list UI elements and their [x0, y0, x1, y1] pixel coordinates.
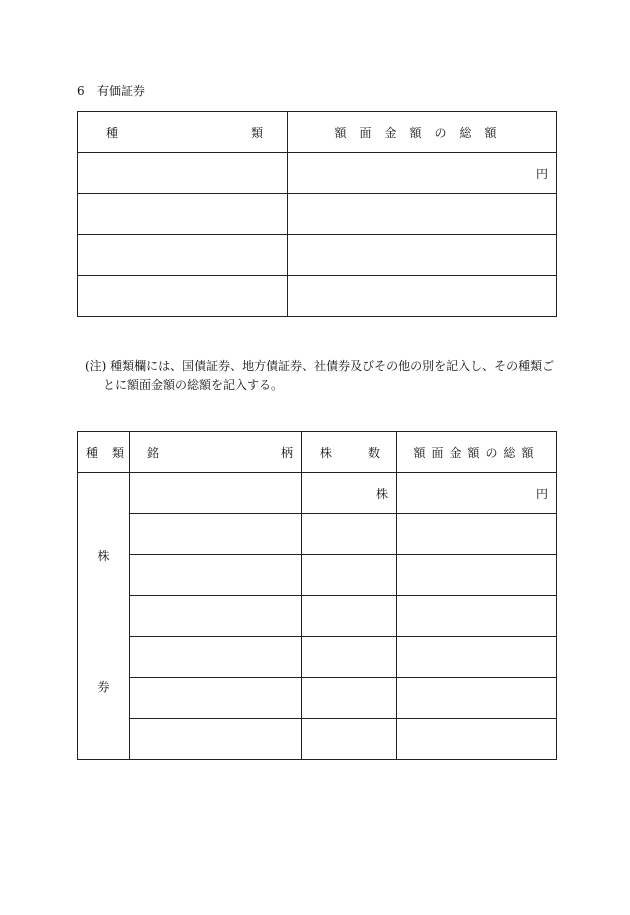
table-row — [78, 719, 557, 760]
amount-cell[interactable] — [397, 555, 557, 596]
table-row — [78, 678, 557, 719]
header-type — [78, 432, 130, 473]
section-number: 6 — [77, 84, 85, 98]
quantity-cell[interactable] — [302, 637, 397, 678]
table-row — [78, 596, 557, 637]
amount-cell[interactable] — [397, 678, 557, 719]
header-quantity — [302, 432, 397, 473]
table-header-row — [78, 112, 557, 153]
header-amount: 額面金額の総額 — [288, 112, 557, 153]
header-type-left: 種 — [86, 445, 99, 460]
quantity-cell[interactable]: 株 — [302, 473, 397, 514]
type-cell[interactable] — [78, 276, 288, 317]
stock-category-cell — [78, 473, 130, 760]
header-amount: 額面金額の総額 — [397, 432, 557, 473]
amount-cell[interactable] — [288, 194, 557, 235]
brand-cell[interactable] — [130, 596, 302, 637]
header-brand-left: 銘 — [147, 445, 160, 460]
quantity-cell[interactable] — [302, 555, 397, 596]
table-header-row — [78, 432, 557, 473]
amount-cell[interactable] — [397, 637, 557, 678]
quantity-cell[interactable] — [302, 678, 397, 719]
brand-cell[interactable] — [130, 514, 302, 555]
type-cell[interactable] — [78, 153, 288, 194]
amount-cell[interactable] — [397, 514, 557, 555]
table-row — [78, 555, 557, 596]
amount-cell[interactable]: 円 — [397, 473, 557, 514]
section-heading — [77, 84, 145, 98]
section-title: 有価証券 — [97, 84, 146, 98]
header-type-right: 類 — [111, 445, 124, 460]
stock-category-top: 株 — [97, 549, 110, 563]
amount-cell[interactable] — [288, 276, 557, 317]
amount-cell[interactable] — [397, 596, 557, 637]
header-brand — [130, 432, 302, 473]
table-row — [78, 276, 557, 317]
note-line-1: (注) 種類欄には、国債証券、地方債証券、社債券及びその他の別を記入し、その種類ご — [85, 359, 555, 373]
header-quantity-left: 株 — [320, 445, 333, 460]
note — [85, 357, 565, 395]
stock-table — [77, 431, 557, 760]
quantity-cell[interactable] — [302, 596, 397, 637]
table-row — [78, 473, 557, 514]
brand-cell[interactable] — [130, 473, 302, 514]
brand-cell[interactable] — [130, 678, 302, 719]
amount-cell[interactable] — [397, 719, 557, 760]
quantity-cell[interactable] — [302, 719, 397, 760]
header-type-left: 種 — [106, 125, 119, 140]
quantity-cell[interactable] — [302, 514, 397, 555]
brand-cell[interactable] — [130, 555, 302, 596]
amount-cell[interactable] — [288, 235, 557, 276]
note-line-2: とに額面金額の総額を記入する。 — [103, 378, 284, 392]
header-type — [78, 112, 288, 153]
brand-cell[interactable] — [130, 637, 302, 678]
type-cell[interactable] — [78, 235, 288, 276]
type-cell[interactable] — [78, 194, 288, 235]
header-brand-right: 柄 — [280, 445, 293, 460]
table-row — [78, 637, 557, 678]
table-row — [78, 194, 557, 235]
table-row — [78, 514, 557, 555]
table-row — [78, 235, 557, 276]
securities-summary-table — [77, 111, 557, 317]
header-type-right: 類 — [250, 125, 263, 140]
brand-cell[interactable] — [130, 719, 302, 760]
amount-cell[interactable]: 円 — [288, 153, 557, 194]
table-row — [78, 153, 557, 194]
stock-category-bottom: 券 — [97, 680, 110, 694]
header-quantity-right: 数 — [367, 445, 380, 460]
